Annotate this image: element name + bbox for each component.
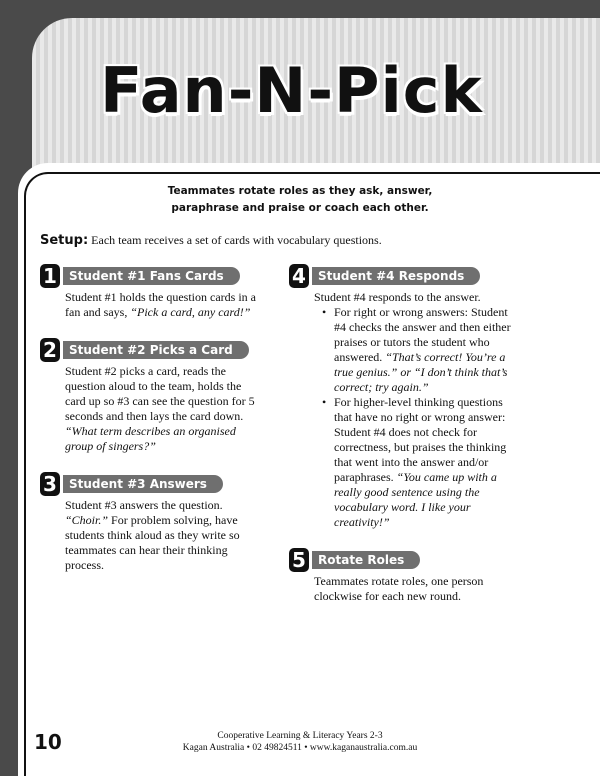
step-1-text: Student #1 holds the question cards in a fan and says, [65, 290, 256, 319]
step-3-quote: “Choir.” [65, 513, 109, 527]
step-3-number: 3 [40, 472, 60, 496]
step-4-bullet-1-quote: “That’s correct! You’re a true genius.” or “I don’t think that’s correct; try again.” [334, 350, 508, 394]
step-4-heading: Student #4 Responds [312, 267, 480, 285]
step-3-heading: Student #3 Answers [63, 475, 223, 493]
step-5-body [314, 574, 521, 604]
intro-line-1: Teammates rotate roles as they ask, answer, [167, 185, 433, 197]
left-column [40, 262, 262, 589]
step-4-bullet-2-quote: “You came up with a really good sentence using the vocabulary word. I like your creativity!” [334, 470, 497, 529]
step-5-header [289, 546, 521, 574]
step-4 [289, 262, 521, 530]
setup-text: Each team receives a set of cards with vocabulary questions. [88, 233, 382, 247]
step-2-quote: “What term describes an organised group of singers?” [65, 424, 236, 453]
step-2-body [65, 364, 262, 454]
page-title: Fan-N-Pick [100, 54, 483, 127]
step-1-heading: Student #1 Fans Cards [63, 267, 240, 285]
step-3 [40, 470, 262, 573]
page-footer [150, 730, 450, 754]
step-4-number: 4 [289, 264, 309, 288]
setup-paragraph [40, 233, 580, 248]
step-1-quote: “Pick a card, any card!” [130, 305, 251, 319]
step-2-number: 2 [40, 338, 60, 362]
step-3-text: Student #3 answers the question. [65, 498, 223, 512]
step-4-header [289, 262, 521, 290]
footer-line-2: Kagan Australia • 02 49824511 • www.kaganaustralia.com.au [182, 743, 418, 753]
intro-line-2: paraphrase and praise or coach each other. [171, 202, 429, 214]
right-column [289, 262, 521, 620]
step-4-bullet-1-text: For right or wrong answers: Student #4 checks the answer and then either praises or tutors the student who answered. [334, 305, 511, 364]
step-2-heading: Student #2 Picks a Card [63, 341, 249, 359]
step-4-body [314, 290, 521, 530]
step-1-number: 1 [40, 264, 60, 288]
step-5-number: 5 [289, 548, 309, 572]
step-1-header [40, 262, 262, 290]
step-4-bullet-1 [322, 305, 521, 395]
page-number: 10 [34, 730, 62, 754]
step-5 [289, 546, 521, 604]
step-2-header [40, 336, 262, 364]
step-3-header [40, 470, 262, 498]
step-4-bullet-2-text: For higher-level thinking questions that have no right or wrong answer: Student #4 does not check for correctness, but praises the thinking that went into the answer and/or paraphrases. [334, 395, 507, 484]
setup-label: Setup: [40, 233, 89, 248]
step-1 [40, 262, 262, 320]
step-3-body [65, 498, 262, 573]
step-3-text-2: For problem solving, have students think aloud as they write so teammates can hear their thinking process. [65, 513, 240, 572]
step-1-body [65, 290, 262, 320]
step-4-text: Student #4 responds to the answer. [314, 290, 481, 304]
step-2 [40, 336, 262, 454]
step-4-bullet-2 [322, 395, 521, 530]
step-5-heading: Rotate Roles [312, 551, 420, 569]
footer-line-1: Cooperative Learning & Literacy Years 2-3 [217, 731, 383, 741]
step-2-text: Student #2 picks a card, reads the question aloud to the team, holds the card up so #3 can see the question for 5 seconds and then lays the card down. [65, 364, 255, 423]
intro-text [140, 183, 460, 217]
step-5-text: Teammates rotate roles, one person clockwise for each new round. [314, 574, 484, 603]
step-4-bullets [314, 305, 521, 530]
